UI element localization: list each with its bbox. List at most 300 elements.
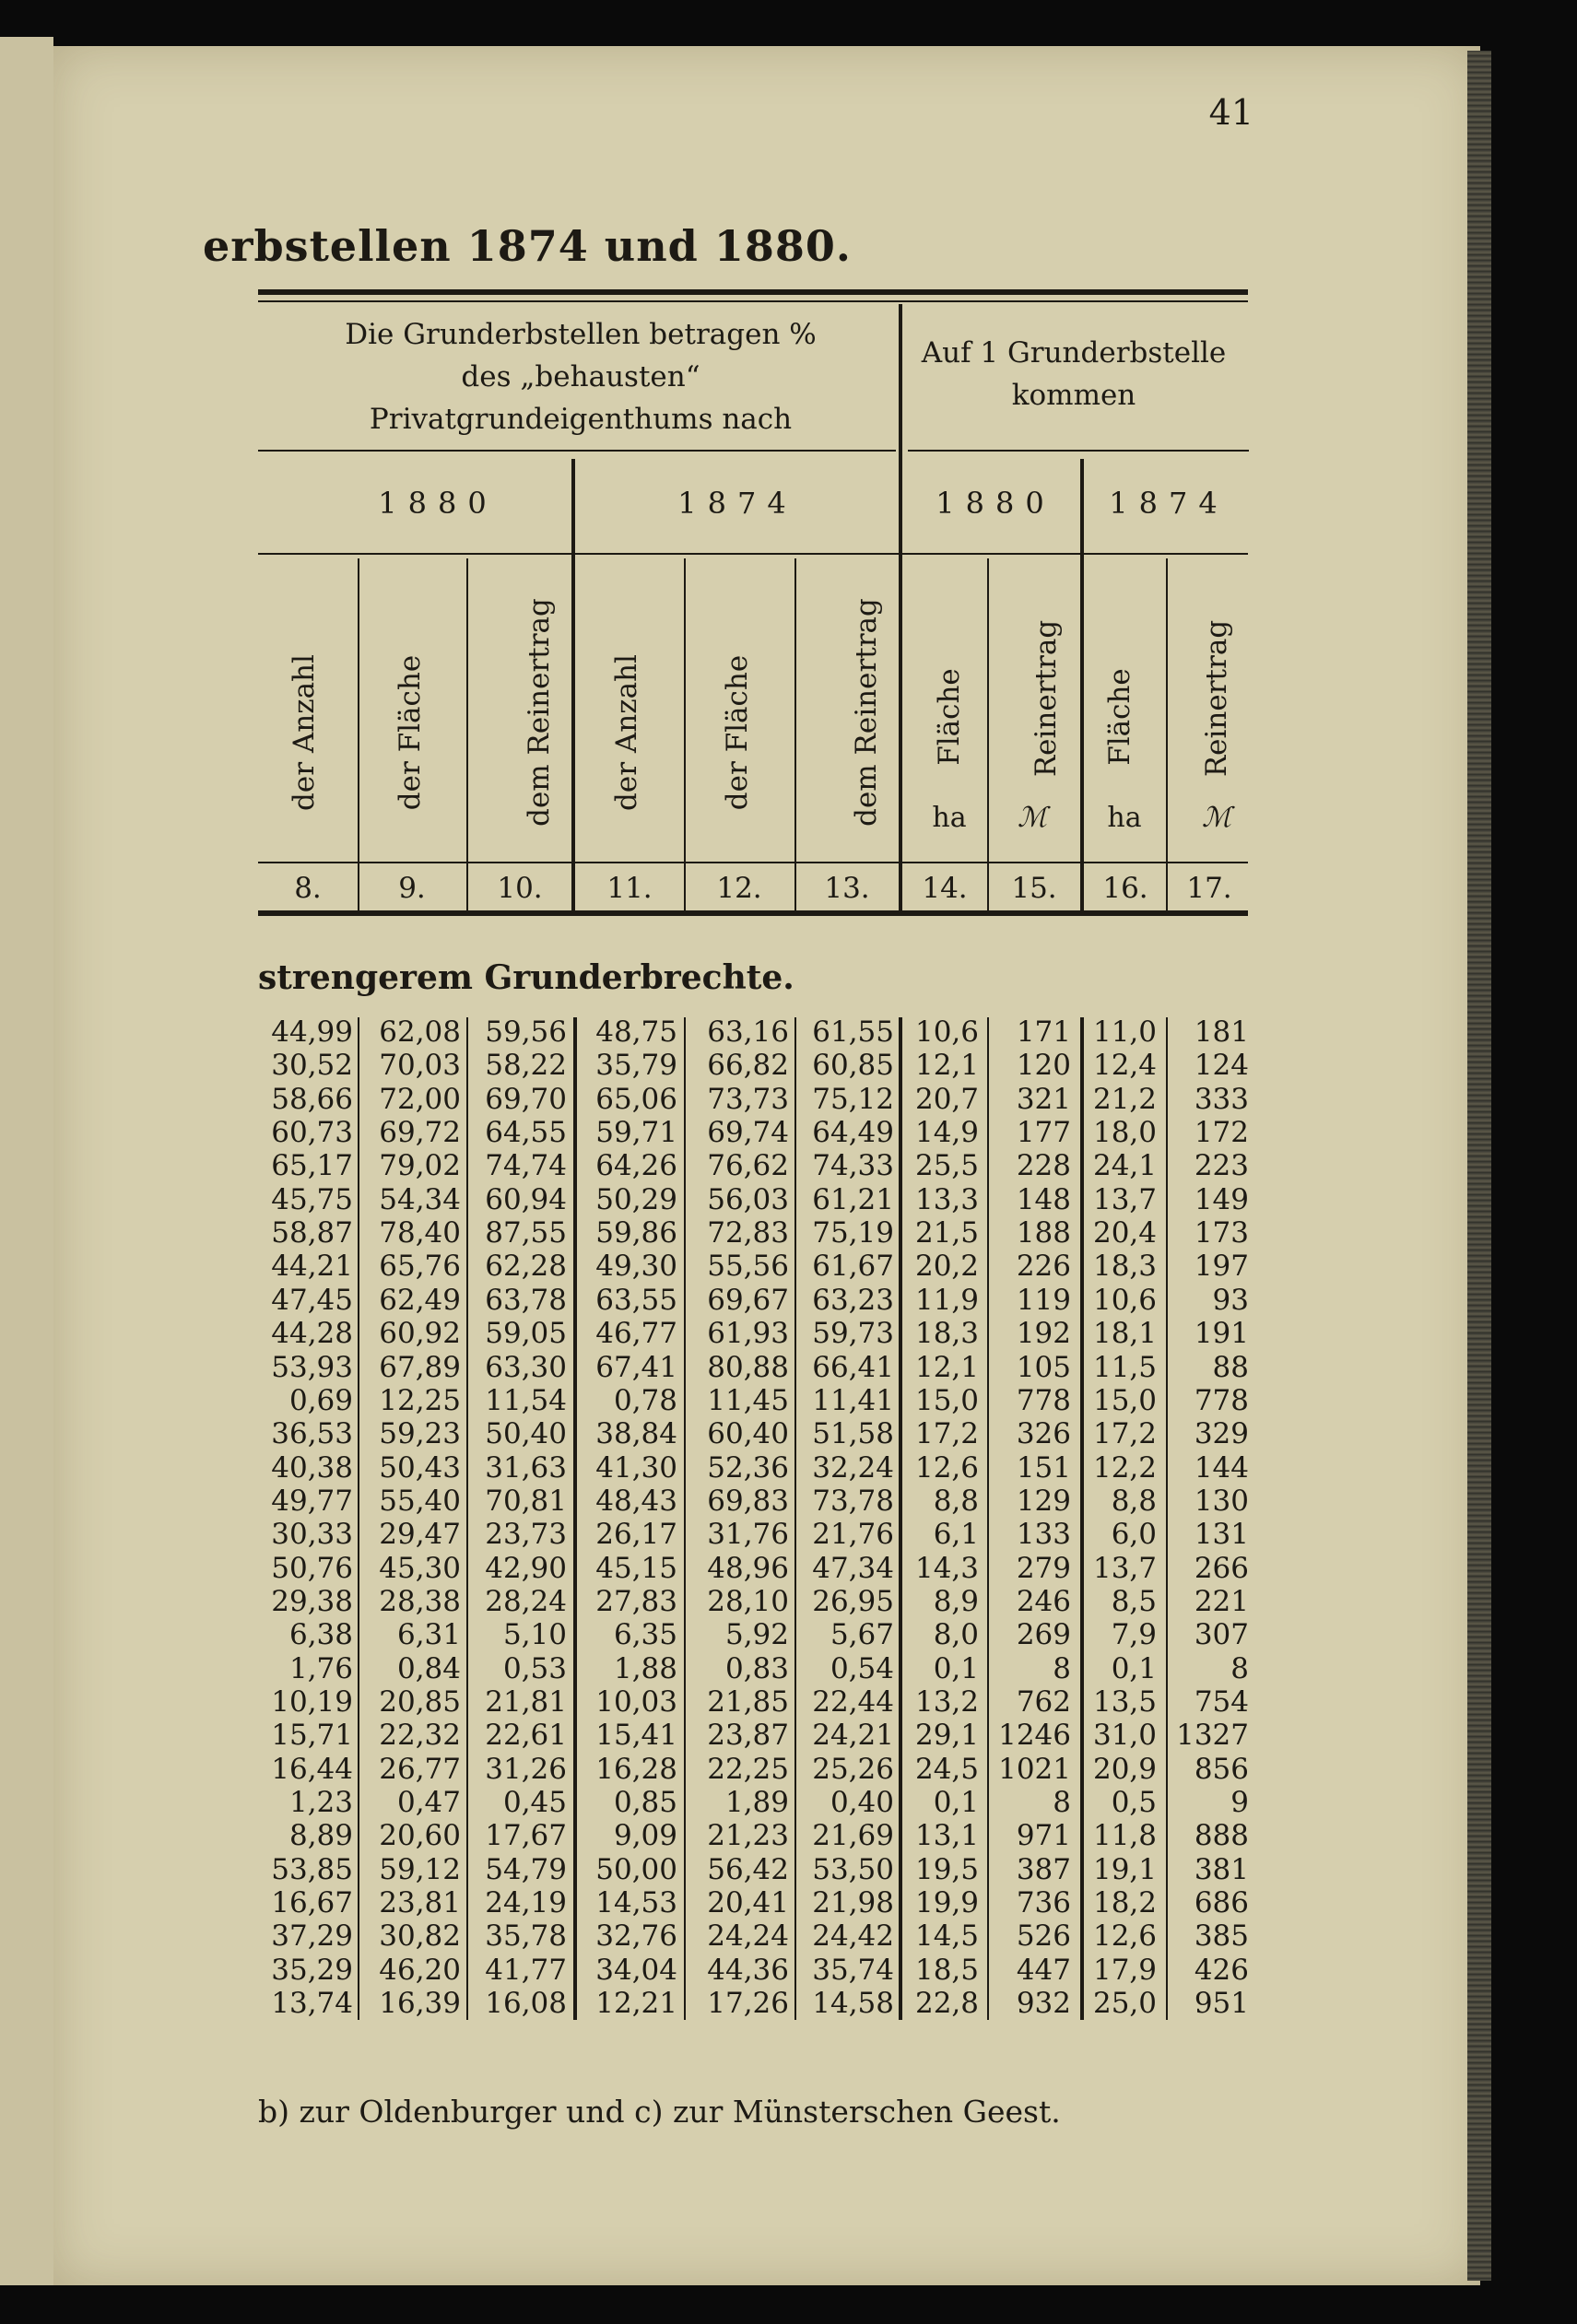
table-cell: 321	[1016, 1082, 1071, 1116]
table-cell: 20,41	[707, 1886, 789, 1920]
table-cell: 951	[1194, 1987, 1249, 2021]
header-top-rule-thin	[258, 300, 1248, 302]
table-cell: 13,7	[1092, 1182, 1157, 1216]
table-cell: 65,06	[595, 1082, 677, 1116]
table-cell: 12,1	[914, 1049, 979, 1083]
table-cell: 15,71	[271, 1719, 353, 1753]
table-cell: 73,78	[812, 1484, 894, 1518]
table-cell: 19,9	[914, 1886, 979, 1920]
table-cell: 21,2	[1092, 1082, 1157, 1116]
table-cell: 12,21	[595, 1987, 677, 2021]
table-cell: 26,77	[379, 1752, 461, 1786]
table-row	[0, 1250, 1577, 1283]
column-number: 11.	[606, 872, 653, 905]
table-cell: 9	[1230, 1786, 1249, 1820]
table-cell: 269	[1016, 1618, 1071, 1652]
table-cell: 23,73	[485, 1518, 567, 1552]
table-cell: 151	[1016, 1450, 1071, 1485]
table-cell: 80,88	[707, 1350, 789, 1384]
table-cell: 60,40	[707, 1417, 789, 1451]
col-header-anzahl-1880: der Anzahl	[288, 654, 321, 811]
table-cell: 69,74	[707, 1116, 789, 1150]
table-cell: 130	[1194, 1484, 1249, 1518]
table-row	[0, 1685, 1577, 1719]
table-cell: 50,76	[271, 1551, 353, 1585]
table-cell: 28,38	[379, 1584, 461, 1618]
table-cell: 6,35	[613, 1618, 677, 1652]
table-cell: 10,03	[595, 1685, 677, 1719]
table-cell: 44,21	[271, 1250, 353, 1284]
table-row	[0, 1317, 1577, 1350]
table-cell: 44,28	[271, 1317, 353, 1351]
table-cell: 63,23	[812, 1283, 894, 1317]
table-cell: 49,30	[595, 1250, 677, 1284]
table-cell: 11,5	[1092, 1350, 1157, 1384]
table-cell: 31,26	[485, 1752, 567, 1786]
table-cell: 171	[1016, 1015, 1071, 1049]
table-cell: 16,44	[271, 1752, 353, 1786]
table-cell: 88	[1212, 1350, 1249, 1384]
table-cell: 8	[1053, 1651, 1071, 1685]
table-cell: 22,32	[379, 1719, 461, 1753]
table-cell: 50,43	[379, 1450, 461, 1485]
table-cell: 79,02	[379, 1149, 461, 1183]
table-cell: 54,79	[485, 1852, 567, 1886]
table-cell: 181	[1194, 1015, 1249, 1049]
table-cell: 17,67	[485, 1819, 567, 1853]
table-cell: 10,19	[271, 1685, 353, 1719]
table-cell: 18,3	[914, 1317, 979, 1351]
table-row	[0, 1116, 1577, 1149]
table-cell: 19,5	[914, 1852, 979, 1886]
table-cell: 686	[1194, 1886, 1249, 1920]
table-cell: 53,85	[271, 1852, 353, 1886]
table-cell: 62,28	[485, 1250, 567, 1284]
col-header-flaeche-per-1874: Fläche	[1103, 668, 1136, 766]
header-rule-4	[258, 862, 1248, 863]
column-number: 13.	[824, 872, 870, 905]
table-row	[0, 1585, 1577, 1618]
table-cell: 21,76	[812, 1518, 894, 1552]
column-number: 16.	[1102, 872, 1148, 905]
table-cell: 65,76	[379, 1250, 461, 1284]
table-cell: 333	[1194, 1082, 1249, 1116]
table-cell: 149	[1194, 1182, 1249, 1216]
table-row	[0, 1819, 1577, 1852]
table-cell: 228	[1016, 1149, 1071, 1183]
table-row	[0, 1853, 1577, 1886]
header-divider-main	[899, 304, 902, 914]
table-cell: 41,77	[485, 1953, 567, 1987]
table-cell: 105	[1016, 1350, 1071, 1384]
table-cell: 40,38	[271, 1450, 353, 1485]
table-cell: 45,15	[595, 1551, 677, 1585]
table-row	[0, 1987, 1577, 2020]
table-cell: 11,45	[707, 1383, 789, 1417]
table-cell: 18,2	[1092, 1886, 1157, 1920]
table-cell: 18,5	[914, 1953, 979, 1987]
table-cell: 5,67	[830, 1618, 894, 1652]
table-cell: 31,63	[485, 1450, 567, 1485]
table-cell: 64,26	[595, 1149, 677, 1183]
table-cell: 0,84	[396, 1651, 461, 1685]
table-cell: 49,77	[271, 1484, 353, 1518]
table-cell: 41,30	[595, 1450, 677, 1485]
table-cell: 778	[1194, 1383, 1249, 1417]
column-number: 17.	[1186, 872, 1232, 905]
column-number: 10.	[497, 872, 543, 905]
table-cell: 23,87	[707, 1719, 789, 1753]
table-cell: 1,76	[288, 1651, 353, 1685]
table-cell: 8,89	[288, 1819, 353, 1853]
table-cell: 35,74	[812, 1953, 894, 1987]
table-cell: 21,98	[812, 1886, 894, 1920]
table-cell: 59,56	[485, 1015, 567, 1049]
table-cell: 21,23	[707, 1819, 789, 1853]
table-cell: 30,82	[379, 1919, 461, 1954]
table-cell: 932	[1016, 1987, 1071, 2021]
table-row	[0, 1384, 1577, 1417]
column-number: 12.	[716, 872, 762, 905]
table-cell: 7,9	[1111, 1618, 1157, 1652]
table-cell: 14,5	[914, 1919, 979, 1954]
table-cell: 50,29	[595, 1182, 677, 1216]
table-cell: 38,84	[595, 1417, 677, 1451]
table-cell: 52,36	[707, 1450, 789, 1485]
table-cell: 172	[1194, 1116, 1249, 1150]
table-cell: 24,1	[1092, 1149, 1157, 1183]
table-cell: 59,73	[812, 1317, 894, 1351]
table-cell: 0,78	[613, 1383, 677, 1417]
table-cell: 0,5	[1111, 1786, 1157, 1820]
table-cell: 177	[1016, 1116, 1071, 1150]
table-cell: 32,24	[812, 1450, 894, 1485]
table-cell: 754	[1194, 1685, 1249, 1719]
table-cell: 20,2	[914, 1250, 979, 1284]
table-cell: 1,89	[724, 1786, 789, 1820]
table-cell: 426	[1194, 1953, 1249, 1987]
table-cell: 20,85	[379, 1685, 461, 1719]
table-cell: 60,92	[379, 1317, 461, 1351]
table-cell: 60,73	[271, 1116, 353, 1150]
table-cell: 15,0	[1092, 1383, 1157, 1417]
table-cell: 58,66	[271, 1082, 353, 1116]
table-cell: 14,9	[914, 1116, 979, 1150]
table-cell: 1,88	[613, 1651, 677, 1685]
table-cell: 18,1	[1092, 1317, 1157, 1351]
table-row	[0, 1753, 1577, 1786]
table-cell: 51,58	[812, 1417, 894, 1451]
table-cell: 35,29	[271, 1953, 353, 1987]
table-row	[0, 1417, 1577, 1450]
table-row	[0, 1618, 1577, 1651]
table-cell: 24,21	[812, 1719, 894, 1753]
table-cell: 60,85	[812, 1049, 894, 1083]
table-cell: 35,79	[595, 1049, 677, 1083]
table-row	[0, 1886, 1577, 1919]
table-cell: 447	[1016, 1953, 1071, 1987]
table-cell: 17,2	[914, 1417, 979, 1451]
table-cell: 73,73	[707, 1082, 789, 1116]
table-cell: 9,09	[613, 1819, 677, 1853]
table-cell: 50,00	[595, 1852, 677, 1886]
table-cell: 0,1	[1111, 1651, 1157, 1685]
table-cell: 736	[1016, 1886, 1071, 1920]
table-cell: 37,29	[271, 1919, 353, 1954]
table-cell: 13,3	[914, 1182, 979, 1216]
table-cell: 29,38	[271, 1584, 353, 1618]
table-row	[0, 1083, 1577, 1116]
table-cell: 50,40	[485, 1417, 567, 1451]
table-cell: 23,81	[379, 1886, 461, 1920]
table-cell: 17,26	[707, 1987, 789, 2021]
header-group-per-unit: Auf 1 Grunderbstelle kommen	[921, 336, 1227, 412]
table-cell: 21,69	[812, 1819, 894, 1853]
table-cell: 72,83	[707, 1216, 789, 1250]
table-row	[0, 1954, 1577, 1987]
table-cell: 28,10	[707, 1584, 789, 1618]
table-cell: 17,9	[1092, 1953, 1157, 1987]
table-cell: 54,34	[379, 1182, 461, 1216]
table-cell: 15,0	[914, 1383, 979, 1417]
table-cell: 16,08	[485, 1987, 567, 2021]
table-cell: 32,76	[595, 1919, 677, 1954]
table-cell: 0,53	[502, 1651, 567, 1685]
year-1880-per-unit: 1880	[936, 486, 1055, 521]
table-cell: 21,81	[485, 1685, 567, 1719]
table-cell: 26,17	[595, 1518, 677, 1552]
table-cell: 8,9	[933, 1584, 979, 1618]
table-cell: 15,41	[595, 1719, 677, 1753]
header-rule-2	[258, 450, 896, 452]
table-cell: 10,6	[914, 1015, 979, 1049]
table-row	[0, 1149, 1577, 1182]
table-cell: 25,26	[812, 1752, 894, 1786]
table-cell: 131	[1194, 1518, 1249, 1552]
table-cell: 13,7	[1092, 1551, 1157, 1585]
table-cell: 53,50	[812, 1852, 894, 1886]
table-cell: 30,33	[271, 1518, 353, 1552]
table-cell: 381	[1194, 1852, 1249, 1886]
table-cell: 778	[1016, 1383, 1071, 1417]
table-cell: 6,0	[1111, 1518, 1157, 1552]
page-heading: erbstellen 1874 und 1880.	[203, 221, 852, 271]
table-row	[0, 1719, 1577, 1752]
year-1874-percent: 1874	[677, 486, 797, 521]
table-cell: 48,75	[595, 1015, 677, 1049]
table-cell: 5,92	[724, 1618, 789, 1652]
table-cell: 72,00	[379, 1082, 461, 1116]
table-cell: 75,19	[812, 1216, 894, 1250]
column-number: 8.	[294, 872, 322, 905]
table-cell: 20,9	[1092, 1752, 1157, 1786]
table-cell: 62,08	[379, 1015, 461, 1049]
table-row	[0, 1183, 1577, 1216]
table-cell: 11,54	[485, 1383, 567, 1417]
table-cell: 44,99	[271, 1015, 353, 1049]
table-row	[0, 1485, 1577, 1518]
table-cell: 12,4	[1092, 1049, 1157, 1083]
table-cell: 44,36	[707, 1953, 789, 1987]
table-cell: 13,5	[1092, 1685, 1157, 1719]
table-cell: 69,72	[379, 1116, 461, 1150]
table-cell: 12,1	[914, 1350, 979, 1384]
table-cell: 21,5	[914, 1216, 979, 1250]
table-cell: 221	[1194, 1584, 1249, 1618]
table-cell: 61,93	[707, 1317, 789, 1351]
table-cell: 22,44	[812, 1685, 894, 1719]
table-cell: 12,6	[914, 1450, 979, 1485]
table-cell: 0,47	[396, 1786, 461, 1820]
table-cell: 46,20	[379, 1953, 461, 1987]
table-cell: 59,12	[379, 1852, 461, 1886]
table-cell: 69,70	[485, 1082, 567, 1116]
table-cell: 13,1	[914, 1819, 979, 1853]
table-cell: 1021	[998, 1752, 1071, 1786]
table-row	[0, 1552, 1577, 1585]
table-cell: 47,34	[812, 1551, 894, 1585]
table-cell: 16,28	[595, 1752, 677, 1786]
footer-note: b) zur Oldenburger und c) zur Münsterschen Geest.	[258, 2094, 1061, 2130]
table-cell: 226	[1016, 1250, 1071, 1284]
table-cell: 63,16	[707, 1015, 789, 1049]
table-cell: 191	[1194, 1317, 1249, 1351]
table-cell: 129	[1016, 1484, 1071, 1518]
table-cell: 14,53	[595, 1886, 677, 1920]
table-cell: 75,12	[812, 1082, 894, 1116]
table-cell: 22,61	[485, 1719, 567, 1753]
table-cell: 74,74	[485, 1149, 567, 1183]
table-cell: 70,81	[485, 1484, 567, 1518]
table-cell: 329	[1194, 1417, 1249, 1451]
table-cell: 24,19	[485, 1886, 567, 1920]
table-cell: 11,8	[1092, 1819, 1157, 1853]
table-cell: 266	[1194, 1551, 1249, 1585]
table-cell: 64,55	[485, 1116, 567, 1150]
table-cell: 19,1	[1092, 1852, 1157, 1886]
table-cell: 24,24	[707, 1919, 789, 1954]
table-cell: 67,41	[595, 1350, 677, 1384]
table-cell: 173	[1194, 1216, 1249, 1250]
table-cell: 0,83	[724, 1651, 789, 1685]
table-cell: 64,49	[812, 1116, 894, 1150]
table-cell: 63,78	[485, 1283, 567, 1317]
table-cell: 856	[1194, 1752, 1249, 1786]
table-cell: 22,25	[707, 1752, 789, 1786]
col-header-reinertrag-1874: dem Reinertrag	[850, 598, 883, 827]
table-cell: 11,41	[812, 1383, 894, 1417]
year-1880-percent: 1880	[378, 486, 498, 521]
table-row	[0, 1284, 1577, 1317]
table-cell: 36,53	[271, 1417, 353, 1451]
table-cell: 65,17	[271, 1149, 353, 1183]
table-row	[0, 1015, 1577, 1049]
table-cell: 387	[1016, 1852, 1071, 1886]
table-cell: 8	[1053, 1786, 1071, 1820]
table-cell: 48,96	[707, 1551, 789, 1585]
table-cell: 78,40	[379, 1216, 461, 1250]
table-cell: 18,3	[1092, 1250, 1157, 1284]
table-cell: 58,87	[271, 1216, 353, 1250]
table-cell: 11,9	[914, 1283, 979, 1317]
table-cell: 31,0	[1092, 1719, 1157, 1753]
table-cell: 87,55	[485, 1216, 567, 1250]
col-header-flaeche-1874: der Fläche	[721, 654, 754, 811]
table-cell: 55,40	[379, 1484, 461, 1518]
header-group-percent: Die Grunderbstellen betragen % des „behausten“ Privatgrundeigenthums nach	[345, 318, 817, 436]
table-row	[0, 1216, 1577, 1250]
table-cell: 45,75	[271, 1182, 353, 1216]
column-number: 14.	[922, 872, 968, 905]
table-cell: 1,23	[288, 1786, 353, 1820]
table-cell: 144	[1194, 1450, 1249, 1485]
table-cell: 26,95	[812, 1584, 894, 1618]
table-cell: 47,45	[271, 1283, 353, 1317]
table-cell: 34,04	[595, 1953, 677, 1987]
col-header-reinertrag-per-1874: Reinertrag	[1200, 619, 1233, 778]
table-cell: 148	[1016, 1182, 1071, 1216]
year-divider-2	[1080, 459, 1084, 914]
table-cell: 56,42	[707, 1852, 789, 1886]
table-cell: 59,86	[595, 1216, 677, 1250]
table-cell: 58,22	[485, 1049, 567, 1083]
table-cell: 63,55	[595, 1283, 677, 1317]
table-cell: 0,1	[933, 1786, 979, 1820]
table-cell: 0,45	[502, 1786, 567, 1820]
table-cell: 133	[1016, 1518, 1071, 1552]
table-cell: 11,0	[1092, 1015, 1157, 1049]
table-cell: 24,42	[812, 1919, 894, 1954]
table-cell: 30,52	[271, 1049, 353, 1083]
table-cell: 13,2	[914, 1685, 979, 1719]
table-cell: 120	[1016, 1049, 1071, 1083]
table-cell: 46,77	[595, 1317, 677, 1351]
table-cell: 69,67	[707, 1283, 789, 1317]
table-cell: 60,94	[485, 1182, 567, 1216]
table-cell: 6,1	[933, 1518, 979, 1552]
table-cell: 76,62	[707, 1149, 789, 1183]
table-cell: 29,47	[379, 1518, 461, 1552]
table-cell: 24,5	[914, 1752, 979, 1786]
table-cell: 8	[1230, 1651, 1249, 1685]
table-cell: 0,1	[933, 1651, 979, 1685]
table-cell: 25,5	[914, 1149, 979, 1183]
table-cell: 35,78	[485, 1919, 567, 1954]
col-header-anzahl-1874: der Anzahl	[610, 654, 643, 811]
table-cell: 62,49	[379, 1283, 461, 1317]
table-cell: 45,30	[379, 1551, 461, 1585]
table-cell: 12,6	[1092, 1919, 1157, 1954]
table-cell: 16,67	[271, 1886, 353, 1920]
table-cell: 6,31	[396, 1618, 461, 1652]
table-cell: 762	[1016, 1685, 1071, 1719]
table-cell: 6,38	[288, 1618, 353, 1652]
table-cell: 42,90	[485, 1551, 567, 1585]
table-cell: 0,85	[613, 1786, 677, 1820]
table-cell: 526	[1016, 1919, 1071, 1954]
table-cell: 0,69	[288, 1383, 353, 1417]
col-header-flaeche-per-1880: Fläche	[933, 668, 966, 766]
table-row	[0, 1351, 1577, 1384]
table-cell: 1327	[1176, 1719, 1249, 1753]
table-cell: 48,43	[595, 1484, 677, 1518]
table-cell: 188	[1016, 1216, 1071, 1250]
year-1874-per-unit: 1874	[1109, 486, 1229, 521]
table-cell: 14,3	[914, 1551, 979, 1585]
table-cell: 61,55	[812, 1015, 894, 1049]
table-cell: 22,8	[914, 1987, 979, 2021]
table-cell: 888	[1194, 1819, 1249, 1853]
